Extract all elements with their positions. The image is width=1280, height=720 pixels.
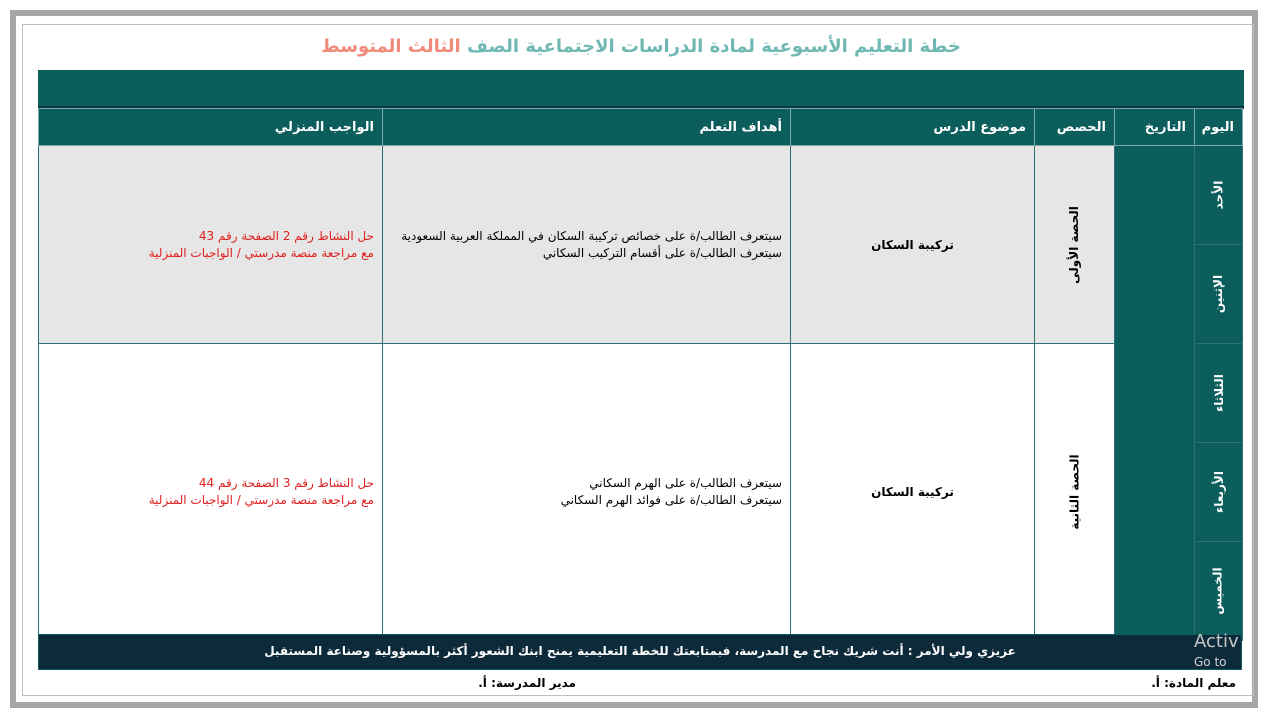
header-band [38,70,1244,109]
table-row [39,344,1243,443]
title-main: خطة التعليم الأسبوعية لمادة الدراسات الاجتماعية الصف [467,36,961,57]
homework-cell-second [39,344,383,641]
day-cell-sunday: الأحد [1195,146,1243,245]
watermark-line: Go to [1194,655,1227,669]
signature-row [38,672,1242,694]
day-cell-monday: الإثنين [1195,245,1243,344]
header-day: اليوم [1195,109,1243,146]
objective-line: سيتعرف الطالب/ة على أقسام التركيب السكاني [542,245,782,260]
objective-line: سيتعرف الطالب/ة على خصائص تركيبة السكان في المملكة العربية السعودية [401,228,782,243]
homework-cell-first [39,146,383,344]
parent-note: عزيزي ولي الأمر : أنت شريك نجاح مع المدرسة، فبمتابعتك للخطة التعليمية يمنح ابنك الشعور أكثر بالمسؤولية وصناعة المستقبل [38,634,1242,670]
principal-signature: مدير المدرسة: أ. [478,676,576,690]
table-row [39,146,1243,245]
header-row [39,109,1243,146]
topic-cell-second: تركيبة السكان [791,344,1035,641]
homework-line: حل النشاط رقم 3 الصفحة رقم 44 [198,476,374,490]
objective-line: سيتعرف الطالب/ة على فوائد الهرم السكاني [560,493,782,507]
teacher-signature: معلم المادة: أ. [1151,676,1236,690]
homework-line: حل النشاط رقم 2 الصفحة رقم 43 [198,228,374,243]
day-cell-wednesday: الأربعاء [1195,443,1243,542]
period-cell-second: الحصة الثانية [1035,344,1115,641]
homework-line: مع مراجعة منصة مدرستي / الواجبات المنزلية [148,245,374,260]
header-date: التاريخ [1115,109,1195,146]
period-cell-first: الحصة الأولى [1035,146,1115,344]
topic-cell-first: تركيبة السكان [791,146,1035,344]
header-objectives: أهداف التعلم [383,109,791,146]
objectives-cell-first [383,146,791,344]
title-grade: الثالث المتوسط [321,36,467,57]
objectives-cell-second [383,344,791,641]
header-homework: الواجب المنزلي [39,109,383,146]
day-cell-tuesday: الثلاثاء [1195,344,1243,443]
header-period: الحصص [1035,109,1115,146]
day-cell-thursday: الخميس [1195,542,1243,641]
weekly-plan-table [38,108,1243,641]
date-cell [1115,146,1195,641]
header-topic: موضوع الدرس [791,109,1035,146]
activation-watermark [1194,632,1239,672]
page-title [36,36,1246,57]
watermark-line: Activ [1194,631,1239,652]
homework-line: مع مراجعة منصة مدرستي / الواجبات المنزلية [148,493,374,507]
objective-line: سيتعرف الطالب/ة على الهرم السكاني [589,476,782,490]
